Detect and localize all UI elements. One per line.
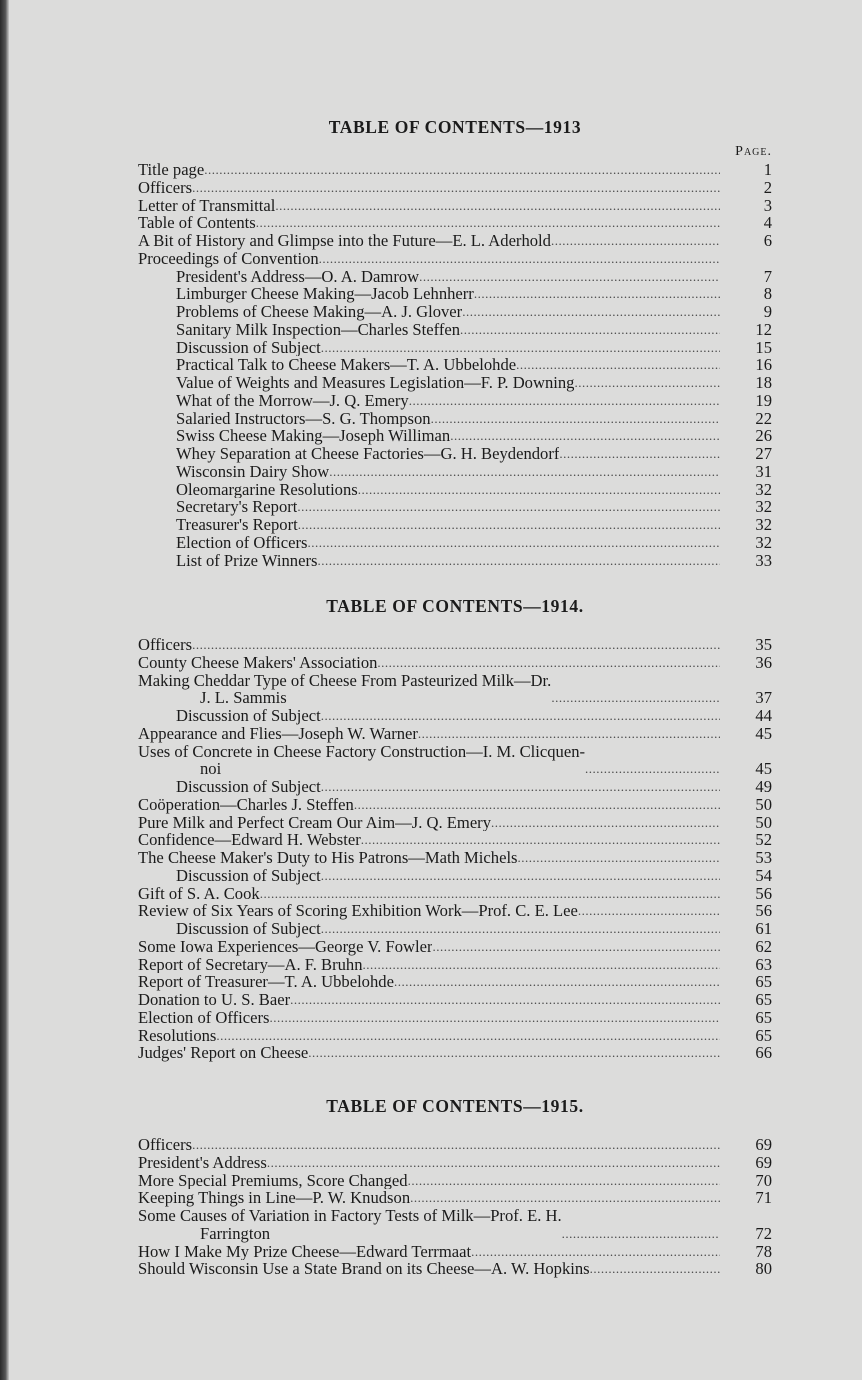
page-number: 56	[755, 901, 772, 921]
dot-leader	[419, 267, 720, 286]
entry-title: Election of Officers	[176, 533, 308, 552]
entry-title: Discussion of Subject	[176, 920, 321, 938]
page-number: 69	[755, 1135, 772, 1154]
dot-leader	[394, 972, 720, 991]
dot-leader	[559, 444, 720, 463]
page-number: 50	[755, 794, 772, 814]
toc-entry	[138, 743, 772, 779]
entry-title: President's Address	[138, 1153, 267, 1172]
dot-leader	[297, 497, 720, 516]
dot-leader	[290, 990, 720, 1009]
dot-leader	[551, 688, 720, 707]
toc-entry	[138, 498, 772, 516]
entry-title: Confidence—Edward H. Webster	[138, 831, 361, 849]
entry-title: Some Iowa Experiences—George V. Fowler	[138, 937, 433, 956]
dot-leader	[329, 462, 720, 481]
toc-entry	[138, 920, 772, 938]
dot-leader	[450, 426, 720, 445]
toc-entry	[138, 1136, 772, 1154]
page-number: 65	[755, 1007, 772, 1027]
entry-title: Practical Talk to Cheese Makers—T. A. Ubbelohde	[176, 356, 517, 374]
entry-title: More Special Premiums, Score Changed	[138, 1171, 408, 1190]
toc-entry	[138, 356, 772, 374]
section-heading: TABLE OF CONTENTS—1915.	[326, 1096, 584, 1116]
page-number: 31	[755, 461, 772, 481]
entry-title: Some Causes of Variation in Factory Tests of Milk—Prof. E. H.	[138, 1207, 562, 1225]
toc-entry	[138, 956, 772, 974]
dot-leader	[354, 795, 720, 814]
page-number: 61	[755, 919, 772, 938]
toc-entry	[138, 250, 772, 268]
entry-title: Keeping Things in Line—P. W. Knudson	[138, 1189, 411, 1207]
dot-leader	[361, 830, 720, 849]
dot-leader	[317, 551, 720, 570]
toc-entry	[138, 1027, 772, 1045]
dot-leader	[363, 955, 721, 974]
page-number: 37	[755, 688, 772, 708]
toc-entry	[138, 445, 772, 463]
toc-entry	[138, 1260, 772, 1278]
entry-title: Secretary's Report	[176, 498, 298, 516]
toc-entry	[138, 902, 772, 920]
entry-title-continued: noi	[200, 759, 222, 778]
toc-entry	[138, 867, 772, 885]
toc-entry	[138, 778, 772, 796]
page-number: 65	[755, 972, 772, 992]
entry-title: Wisconsin Dairy Show	[176, 462, 330, 481]
toc-entry	[138, 534, 772, 552]
toc-entry	[138, 885, 772, 903]
toc-entry	[138, 654, 772, 672]
toc-entry	[138, 973, 772, 991]
toc-entry	[138, 179, 772, 197]
entry-title: Value of Weights and Measures Legislation—F. P. Downing	[176, 374, 575, 392]
entry-title: Letter of Transmittal	[138, 196, 276, 215]
dot-leader	[269, 1008, 720, 1027]
entry-title: Coöperation—Charles J. Steffen	[138, 795, 354, 814]
entry-title: What of the Morrow—J. Q. Emery	[176, 391, 409, 410]
toc-entry	[138, 1172, 772, 1190]
dot-leader	[431, 409, 720, 428]
page-number: 72	[755, 1223, 772, 1243]
page-number: 78	[755, 1241, 772, 1261]
entry-title: Discussion of Subject	[176, 866, 321, 885]
dot-leader	[377, 653, 720, 672]
dot-leader	[308, 1043, 720, 1062]
dot-leader	[491, 813, 720, 832]
entry-title: President's Address—O. A. Damrow	[176, 267, 420, 286]
entry-title: A Bit of History and Glimpse into the Future—E. L. Aderhold	[138, 232, 551, 250]
dot-leader	[321, 919, 720, 938]
toc-entry	[138, 1243, 772, 1261]
toc-section-1914	[138, 594, 772, 1062]
toc-entry	[138, 796, 772, 814]
entry-title: Making Cheddar Type of Cheese From Pasteurized Milk—Dr.	[138, 671, 552, 690]
toc-entry	[138, 321, 772, 339]
page-binding-edge	[0, 0, 9, 1380]
entry-title-continued: J. L. Sammis	[200, 688, 287, 707]
dot-leader	[319, 249, 720, 268]
page-number: 44	[755, 706, 772, 725]
entry-title: Report of Treasurer—T. A. Ubbelohde	[138, 973, 394, 991]
page-number: 32	[755, 515, 772, 534]
toc-entry	[138, 161, 772, 179]
page-number: 16	[755, 355, 772, 375]
toc-entry	[138, 516, 772, 534]
toc-section-1915	[138, 1094, 772, 1278]
toc-entry	[138, 552, 772, 570]
section-heading: TABLE OF CONTENTS—1914.	[326, 596, 584, 616]
entry-title: Appearance and Flies—Joseph W. Warner	[138, 724, 418, 743]
dot-leader	[562, 1224, 720, 1243]
toc-list	[138, 1136, 772, 1278]
entry-title: Report of Secretary—A. F. Bruhn	[138, 955, 363, 974]
page-number: 8	[763, 284, 772, 304]
toc-list	[138, 636, 772, 1062]
dot-leader	[410, 1188, 720, 1207]
toc-entry	[138, 339, 772, 357]
toc-entry	[138, 1189, 772, 1207]
page-number: 1	[763, 160, 772, 179]
entry-title: Donation to U. S. Baer	[138, 991, 291, 1009]
toc-entry	[138, 938, 772, 956]
toc-entry	[138, 374, 772, 392]
dot-leader	[192, 178, 720, 197]
toc-entry	[138, 1207, 772, 1243]
page-number: 35	[755, 635, 772, 654]
entry-title: Discussion of Subject	[176, 778, 321, 796]
entry-title: Treasurer's Report	[176, 516, 298, 534]
entry-title: Officers	[138, 1136, 193, 1154]
toc-entry	[138, 214, 772, 232]
page-number: 36	[755, 652, 772, 672]
entry-title: Title page	[138, 161, 205, 179]
page-number: 65	[755, 1025, 772, 1045]
entry-title-continued: Farrington	[200, 1223, 271, 1243]
page-number: 53	[755, 848, 772, 867]
toc-entry	[138, 268, 772, 286]
entry-title: Sanitary Milk Inspection—Charles Steffen	[176, 320, 461, 339]
dot-leader	[321, 338, 720, 357]
entry-title: Swiss Cheese Making—Joseph Williman	[176, 427, 451, 445]
toc-entry	[138, 1009, 772, 1027]
dot-leader	[409, 391, 720, 410]
entry-title: Pure Milk and Perfect Cream Our Aim—J. Q. Emery	[138, 813, 492, 832]
entry-title: The Cheese Maker's Duty to His Patrons—Math Michels	[138, 849, 518, 867]
entry-title: Should Wisconsin Use a State Brand on its Cheese—A. W. Hopkins	[138, 1260, 590, 1278]
entry-title: Salaried Instructors—S. G. Thompson	[176, 409, 431, 428]
toc-entry	[138, 463, 772, 481]
entry-title: Oleomargarine Resolutions	[176, 480, 358, 499]
dot-leader	[192, 1135, 720, 1154]
entry-title: Officers	[138, 178, 193, 197]
page-number: 56	[755, 883, 772, 903]
entry-title: Table of Contents	[138, 214, 256, 232]
dot-leader	[192, 635, 720, 654]
dot-leader	[585, 759, 720, 778]
entry-title: Discussion of Subject	[176, 707, 321, 725]
dot-leader	[260, 884, 720, 903]
dot-leader	[204, 160, 720, 179]
page-number: 69	[755, 1152, 772, 1172]
page-number: 32	[755, 532, 772, 552]
toc-entry	[138, 672, 772, 708]
toc-entry	[138, 831, 772, 849]
entry-title: Judges' Report on Cheese	[138, 1044, 309, 1062]
page-number: 71	[755, 1188, 772, 1208]
page-number: 27	[755, 444, 772, 463]
entry-title: County Cheese Makers' Association	[138, 653, 378, 672]
toc-entry	[138, 707, 772, 725]
dot-leader	[275, 196, 720, 215]
toc-entry	[138, 636, 772, 654]
toc-entry	[138, 1154, 772, 1172]
page-number: 63	[755, 954, 772, 974]
dot-leader	[298, 515, 720, 534]
entry-title: How I Make My Prize Cheese—Edward Terrmaat	[138, 1242, 472, 1261]
entry-title: Uses of Concrete in Cheese Factory Construction—I. M. Clicquen-	[138, 742, 586, 761]
entry-title: Resolutions	[138, 1026, 217, 1045]
entry-title: Problems of Cheese Making—A. J. Glover	[176, 303, 463, 321]
page-number: 50	[755, 812, 772, 832]
dot-leader	[462, 302, 720, 321]
dot-leader	[256, 213, 720, 232]
page-number: 22	[755, 408, 772, 428]
toc-entry	[138, 725, 772, 743]
page-number: 70	[755, 1170, 772, 1190]
entry-title: Officers	[138, 636, 193, 654]
toc-entry	[138, 1044, 772, 1062]
dot-leader	[551, 231, 720, 250]
dot-leader	[307, 533, 720, 552]
page-number: 49	[755, 777, 772, 796]
entry-title: List of Prize Winners	[176, 551, 318, 570]
page-number: 54	[755, 865, 772, 885]
page-number: 12	[755, 319, 772, 339]
page-number: 32	[755, 497, 772, 517]
dot-leader	[516, 355, 720, 374]
section-heading: TABLE OF CONTENTS—1913	[328, 117, 582, 137]
page-number: 15	[755, 337, 772, 357]
toc-list	[138, 161, 772, 569]
page-number: 80	[755, 1259, 772, 1279]
entry-title: Election of Officers	[138, 1008, 270, 1027]
entry-title: Discussion of Subject	[176, 338, 321, 357]
dot-leader	[474, 284, 720, 303]
dot-leader	[267, 1153, 720, 1172]
page-column-label: Page.	[735, 144, 772, 159]
dot-leader	[321, 706, 720, 725]
page-number: 52	[755, 830, 772, 850]
dot-leader	[460, 320, 720, 339]
dot-leader	[321, 777, 720, 796]
dot-leader	[321, 866, 720, 885]
page-number: 4	[763, 213, 772, 233]
page-number: 3	[763, 195, 772, 215]
toc-entry	[138, 410, 772, 428]
page-number: 33	[755, 550, 772, 570]
toc-entry	[138, 232, 772, 250]
page-number: 45	[755, 723, 772, 743]
dot-leader	[432, 937, 720, 956]
dot-leader	[471, 1242, 720, 1261]
page-number: 7	[763, 266, 772, 286]
toc-entry	[138, 197, 772, 215]
page-number: 26	[755, 426, 772, 446]
dot-leader	[358, 480, 720, 499]
page-number: 18	[755, 373, 772, 392]
page-number: 2	[763, 177, 772, 197]
entry-title: Limburger Cheese Making—Jacob Lehnherr	[176, 285, 474, 303]
page-number: 9	[763, 302, 772, 321]
toc-section-1913	[138, 115, 772, 569]
dot-leader	[590, 1259, 720, 1278]
dot-leader	[418, 724, 720, 743]
dot-leader	[518, 848, 720, 867]
page-number: 66	[755, 1043, 772, 1063]
dot-leader	[578, 901, 720, 920]
dot-leader	[408, 1171, 720, 1190]
dot-leader	[216, 1026, 720, 1045]
page-number: 6	[763, 231, 772, 250]
page-number: 32	[755, 479, 772, 499]
toc-entry	[138, 481, 772, 499]
toc-entry	[138, 427, 772, 445]
toc-entry	[138, 392, 772, 410]
page-number: 62	[755, 936, 772, 956]
toc-entry	[138, 814, 772, 832]
page-number: 19	[755, 390, 772, 410]
page-number: 65	[755, 990, 772, 1009]
dot-leader	[574, 373, 720, 392]
entry-title: Proceedings of Convention	[138, 249, 319, 268]
page-number: 45	[755, 759, 772, 779]
entry-title: Whey Separation at Cheese Factories—G. H. Beydendorf	[176, 445, 560, 463]
entry-title: Review of Six Years of Scoring Exhibition Work—Prof. C. E. Lee	[138, 902, 578, 920]
toc-entry	[138, 303, 772, 321]
toc-entry	[138, 991, 772, 1009]
entry-title: Gift of S. A. Cook	[138, 884, 260, 903]
toc-entry	[138, 849, 772, 867]
toc-entry	[138, 285, 772, 303]
